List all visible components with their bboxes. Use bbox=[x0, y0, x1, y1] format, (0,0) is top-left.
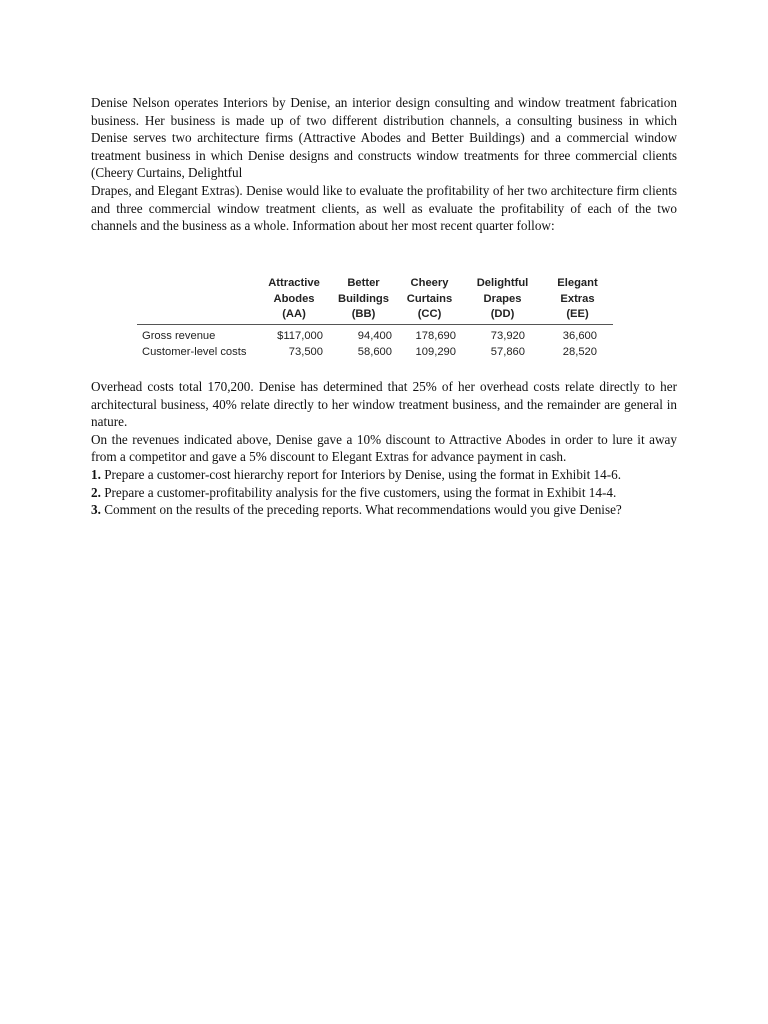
question-3 bbox=[91, 501, 677, 519]
question-2 bbox=[91, 484, 677, 502]
question-1-number: 1. bbox=[91, 466, 101, 482]
table-header-row bbox=[137, 275, 613, 324]
table-cell: 73,500 bbox=[288, 345, 323, 358]
column-header-cc: Cheery Curtains (CC) bbox=[406, 277, 453, 321]
intro-text bbox=[91, 94, 677, 235]
column-header-aa: Attractive Abodes (AA) bbox=[268, 277, 320, 321]
overhead-paragraph: Overhead costs total 170,200. Denise has determined that 25% of her overhead costs relate directly to her architectural business, 40% relate directly to her window treatment business, and the remainder are general in nature. bbox=[91, 379, 677, 430]
table-cell: $117,000 bbox=[277, 329, 323, 342]
table-cell: 73,920 bbox=[490, 329, 525, 342]
column-header-ee: Elegant Extras (EE) bbox=[557, 277, 598, 321]
table-cell: 36,600 bbox=[562, 329, 597, 342]
table-row bbox=[137, 344, 613, 360]
table-cell: 28,520 bbox=[562, 345, 597, 358]
table-cell: 94,400 bbox=[357, 329, 392, 342]
table-cell: 58,600 bbox=[357, 345, 392, 358]
column-header-dd: Delightful Drapes (DD) bbox=[476, 277, 529, 321]
question-1-text: Prepare a customer-cost hierarchy report for Interiors by Denise, using the format in Exhibit 14-6. bbox=[100, 466, 622, 482]
table-cell: 178,690 bbox=[415, 329, 456, 342]
intro-paragraph-2: Drapes, and Elegant Extras). Denise would like to evaluate the profitability of her two architecture firm clients and three commercial window treatment clients, as well as evaluate the profitability of each of the two channels and the business as a whole. Information about her most recent quarter follow: bbox=[91, 182, 677, 234]
body-text bbox=[91, 378, 677, 519]
table-row bbox=[137, 324, 613, 344]
question-2-text: Prepare a customer-profitability analysis for the five customers, using the format in Exhibit 14-4. bbox=[100, 484, 617, 500]
header-blank bbox=[137, 275, 257, 324]
table-cell: 109,290 bbox=[415, 345, 456, 358]
column-header-bb: Better Buildings (BB) bbox=[338, 277, 389, 321]
question-3-text: Comment on the results of the preceding reports. What recommendations would you give Denise? bbox=[100, 502, 622, 518]
question-1 bbox=[91, 466, 677, 484]
question-2-number: 2. bbox=[91, 484, 101, 500]
question-3-number: 3. bbox=[91, 502, 101, 518]
customer-data-table bbox=[137, 275, 613, 360]
row-label: Customer-level costs bbox=[142, 345, 247, 358]
row-label: Gross revenue bbox=[142, 329, 216, 342]
intro-paragraph-1: Denise Nelson operates Interiors by Denise, an interior design consulting and window treatment fabrication business. Her business is made up of two different distribution channels, a consulting business in which Denise serves two architecture firms (Attractive Abodes and Better Buildings) and a commercial window treatment business in which Denise designs and constructs window treatments for three commercial clients (Cheery Curtains, Delightful bbox=[91, 95, 677, 181]
table-cell: 57,860 bbox=[490, 345, 525, 358]
discount-paragraph: On the revenues indicated above, Denise gave a 10% discount to Attractive Abodes in order to lure it away from a competitor and gave a 5% discount to Elegant Extras for advance payment in cash. bbox=[91, 431, 677, 465]
